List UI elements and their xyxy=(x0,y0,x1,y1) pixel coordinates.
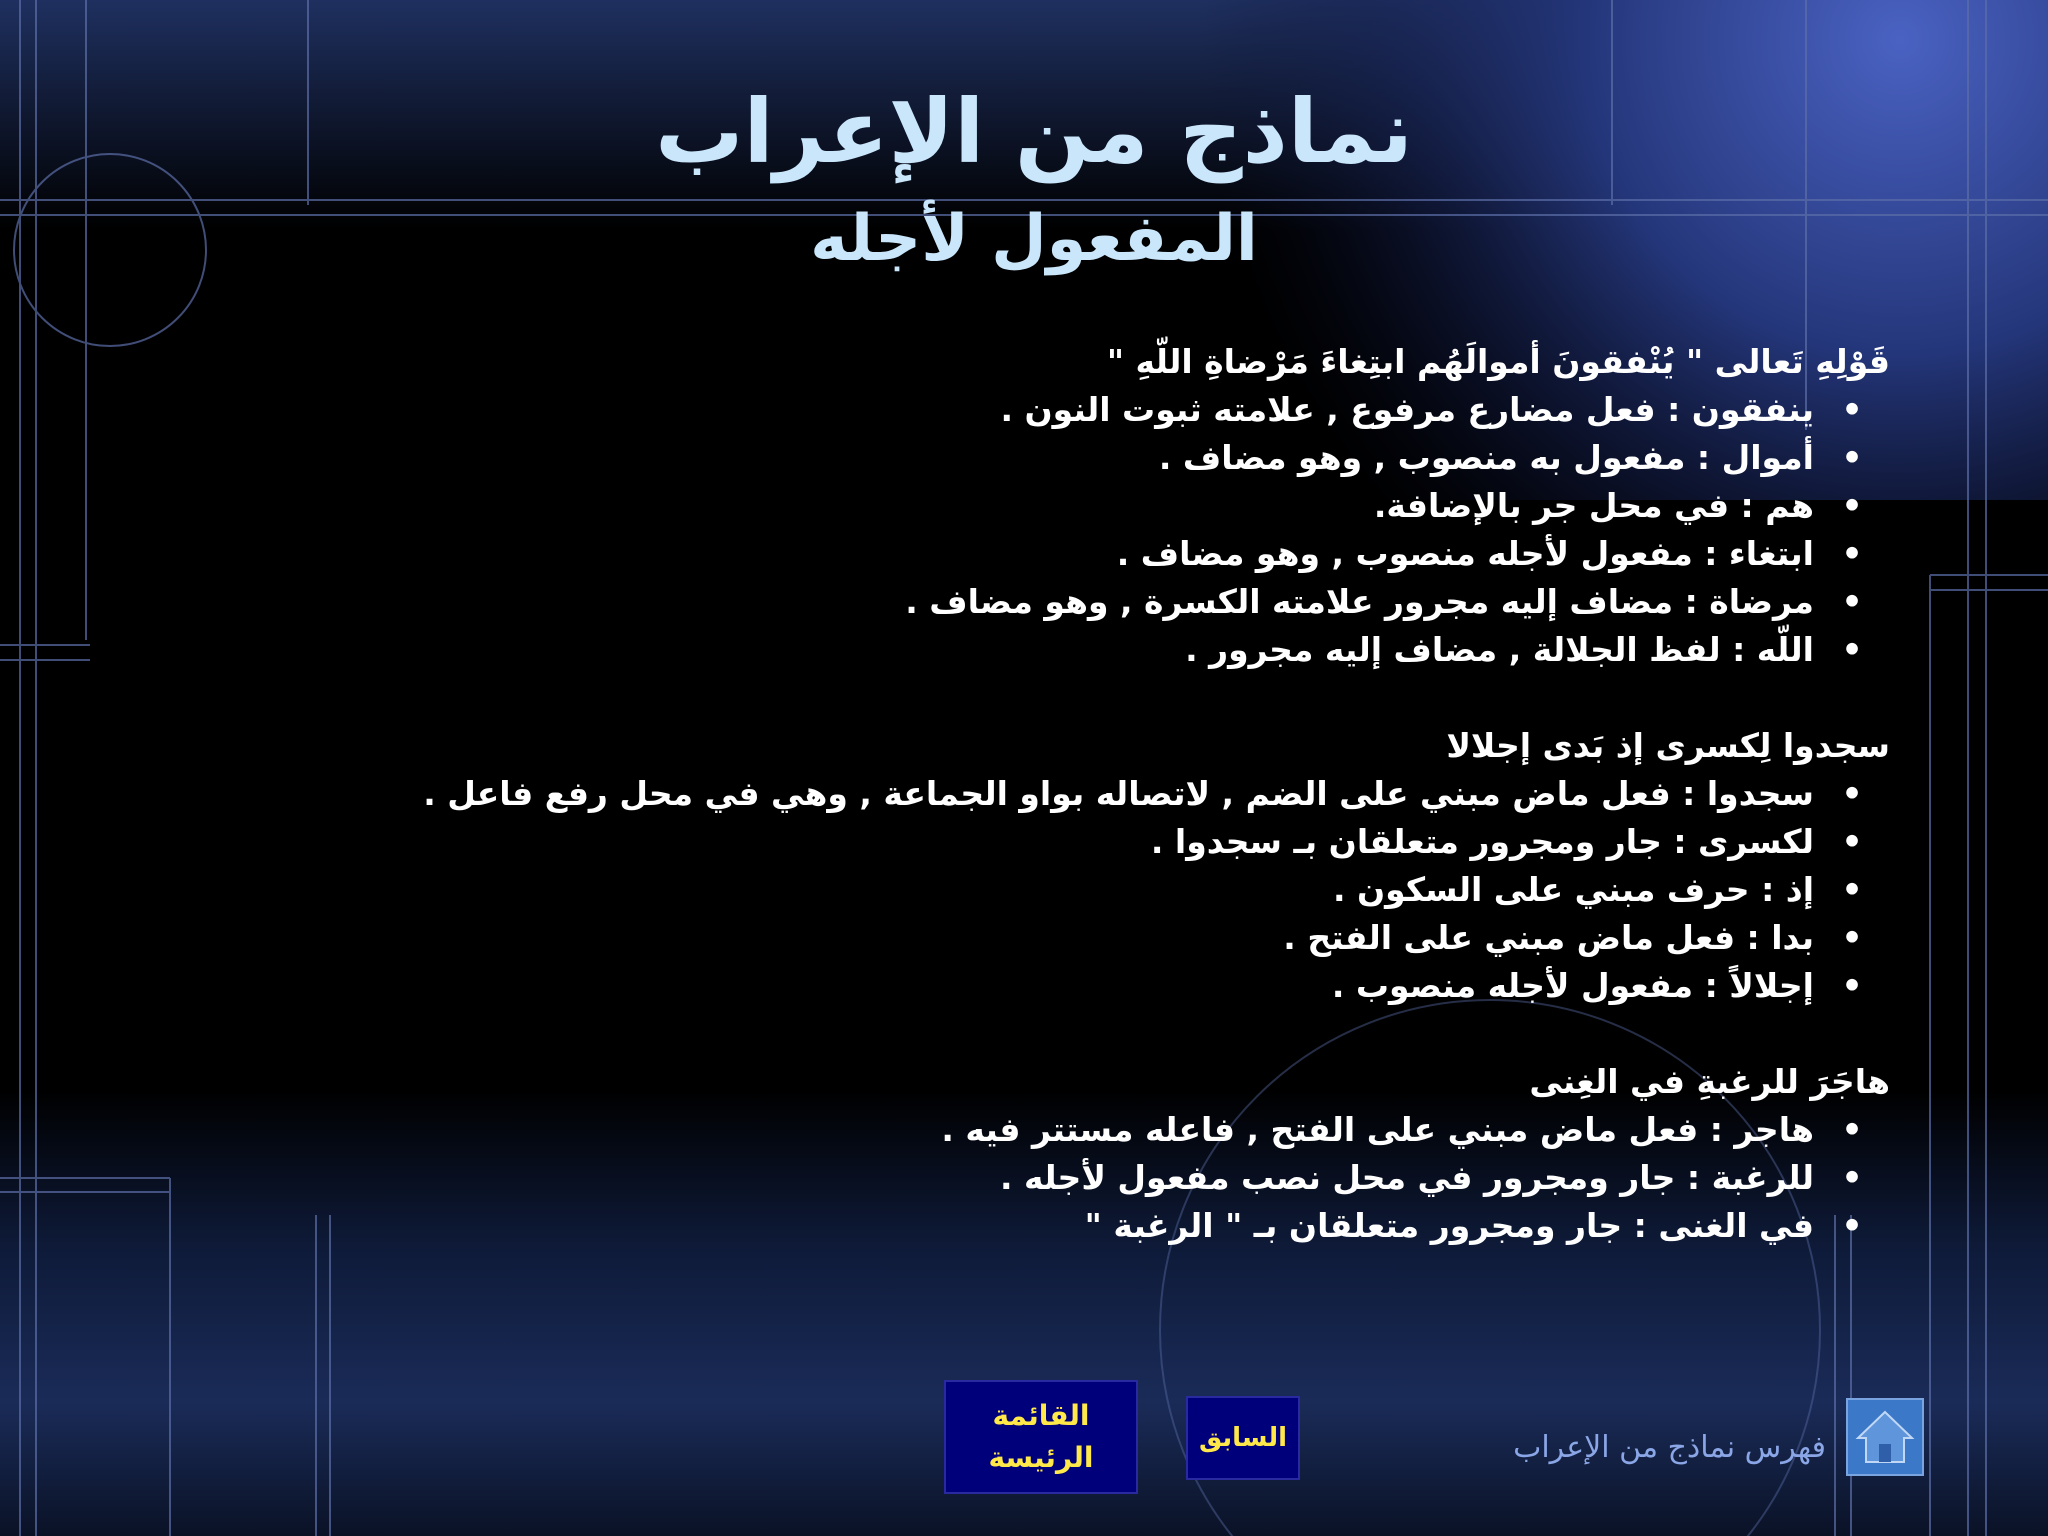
list-item xyxy=(140,770,1890,818)
bullet-icon: • xyxy=(1841,390,1863,429)
list-item xyxy=(140,434,1890,482)
main-menu-button[interactable] xyxy=(944,1380,1138,1494)
bullet-icon: • xyxy=(1841,486,1863,525)
example-heading: سجدوا لِكسرى إذ بَدى إجلالا xyxy=(1446,726,1890,765)
list-item xyxy=(140,578,1890,626)
list-item-text: لكسرى : جار ومجرور متعلقان بـ سجدوا . xyxy=(1150,822,1814,861)
list-item xyxy=(140,386,1890,434)
list-item xyxy=(140,1154,1890,1202)
list-item-text: ابتغاء : مفعول لأجله منصوب , وهو مضاف . xyxy=(1116,534,1814,573)
list-item-text: سجدوا : فعل ماض مبني على الضم , لاتصاله بواو الجماعة , وهي في محل رفع فاعل . xyxy=(423,774,1814,813)
list-item-text: بدا : فعل ماض مبني على الفتح . xyxy=(1283,918,1814,957)
list-item-text: مرضاة : مضاف إليه مجرور علامته الكسرة , وهو مضاف . xyxy=(905,582,1814,621)
spacer xyxy=(140,674,1890,722)
list-item-text: ينفقون : فعل مضارع مرفوع , علامته ثبوت النون . xyxy=(1000,390,1814,429)
list-item xyxy=(140,482,1890,530)
bullet-icon: • xyxy=(1841,534,1863,573)
bullet-icon: • xyxy=(1841,966,1863,1005)
bullet-icon: • xyxy=(1841,774,1863,813)
list-item-text: أموال : مفعول به منصوب , وهو مضاف . xyxy=(1158,438,1814,477)
bullet-icon: • xyxy=(1841,870,1863,909)
example-heading: قَوْلِهِ تَعالى " يُنْفقونَ أموالَهُم ابتِغاءَ مَرْضاةِ اللّهِ " xyxy=(1106,342,1890,381)
list-item xyxy=(140,1106,1890,1154)
previous-button[interactable] xyxy=(1186,1396,1300,1480)
list-item-text: للرغبة : جار ومجرور في محل نصب مفعول لأجله . xyxy=(1000,1158,1814,1197)
home-icon xyxy=(1854,1406,1916,1468)
list-item xyxy=(140,530,1890,578)
spacer xyxy=(140,1010,1890,1058)
bullet-icon: • xyxy=(1841,1158,1863,1197)
bullet-icon: • xyxy=(1841,918,1863,957)
list-item xyxy=(140,818,1890,866)
example-heading: هاجَرَ للرغبةِ في الغِنى xyxy=(1529,1062,1890,1101)
list-item-text: إذ : حرف مبني على السكون . xyxy=(1332,870,1814,909)
list-item-text: هم : في محل جر بالإضافة. xyxy=(1373,486,1814,525)
list-item xyxy=(140,626,1890,674)
bullet-icon: • xyxy=(1841,822,1863,861)
main-menu-label-line1: القائمة xyxy=(992,1399,1090,1432)
index-link[interactable]: فهرس نماذج من الإعراب xyxy=(1513,1430,1826,1465)
bullet-icon: • xyxy=(1841,1110,1863,1149)
previous-label: السابق xyxy=(1198,1423,1288,1453)
home-button[interactable] xyxy=(1846,1398,1924,1476)
bullet-icon: • xyxy=(1841,438,1863,477)
bullet-icon: • xyxy=(1841,630,1863,669)
list-item xyxy=(140,962,1890,1010)
page-subtitle: المفعول لأجله xyxy=(810,202,1258,276)
bullet-icon: • xyxy=(1841,1206,1863,1245)
list-item-text: هاجر : فعل ماض مبني على الفتح , فاعله مستتر فيه . xyxy=(941,1110,1814,1149)
list-item xyxy=(140,914,1890,962)
examples-content xyxy=(140,338,1890,1250)
page-title: نماذج من الإعراب xyxy=(655,80,1413,183)
bullet-icon: • xyxy=(1841,582,1863,621)
list-item xyxy=(140,1202,1890,1250)
main-menu-label xyxy=(989,1395,1094,1479)
list-item-text: اللّه : لفظ الجلالة , مضاف إليه مجرور . xyxy=(1185,630,1814,669)
main-menu-label-line2: الرئيسة xyxy=(988,1441,1094,1474)
list-item xyxy=(140,866,1890,914)
list-item-text: إجلالاً : مفعول لأجله منصوب . xyxy=(1331,966,1814,1005)
list-item-text: في الغنى : جار ومجرور متعلقان بـ " الرغبة " xyxy=(1084,1206,1814,1245)
